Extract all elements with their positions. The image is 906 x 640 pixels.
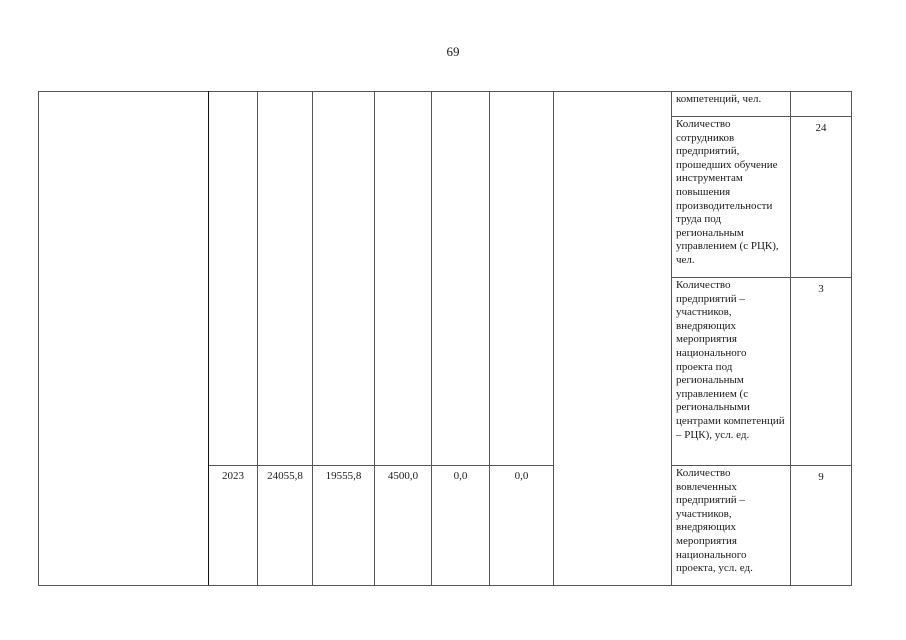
- regional-value: 4500,0: [375, 466, 432, 586]
- table-row: [39, 92, 852, 117]
- indicator-value: 9: [791, 466, 852, 586]
- federal-value: 19555,8: [313, 466, 375, 586]
- local-value: 0,0: [432, 466, 490, 586]
- indicator-name: Количество сотрудников предприятий, прошедших обучение инструментам повышения производительности труда под региональным управлением (с РЦК), чел.: [672, 117, 791, 278]
- indicator-name: Количество предприятий – участников, внедряющих мероприятия национального проекта под региональным управлением (с региональными центрами компетенций – РЦК), усл. ед.: [672, 278, 791, 466]
- other-cell: [490, 92, 554, 466]
- other-value: 0,0: [490, 466, 554, 586]
- federal-cell: [313, 92, 375, 466]
- responsible-cell: [554, 92, 672, 586]
- total-cell: [258, 92, 313, 466]
- event-name-cell: [39, 92, 209, 586]
- indicator-value: 24: [791, 117, 852, 278]
- page-number: 69: [446, 44, 460, 59]
- year-cell: [209, 92, 258, 466]
- financing-table: [38, 91, 852, 586]
- indicator-name: компетенций, чел.: [672, 92, 791, 117]
- regional-cell: [375, 92, 432, 466]
- local-cell: [432, 92, 490, 466]
- year-value: 2023: [209, 466, 258, 586]
- indicator-name: Количество вовлеченных предприятий – участников, внедряющих мероприятия национального проекта, усл. ед.: [672, 466, 791, 586]
- indicator-value: [791, 92, 852, 117]
- indicator-value: 3: [791, 278, 852, 466]
- total-value: 24055,8: [258, 466, 313, 586]
